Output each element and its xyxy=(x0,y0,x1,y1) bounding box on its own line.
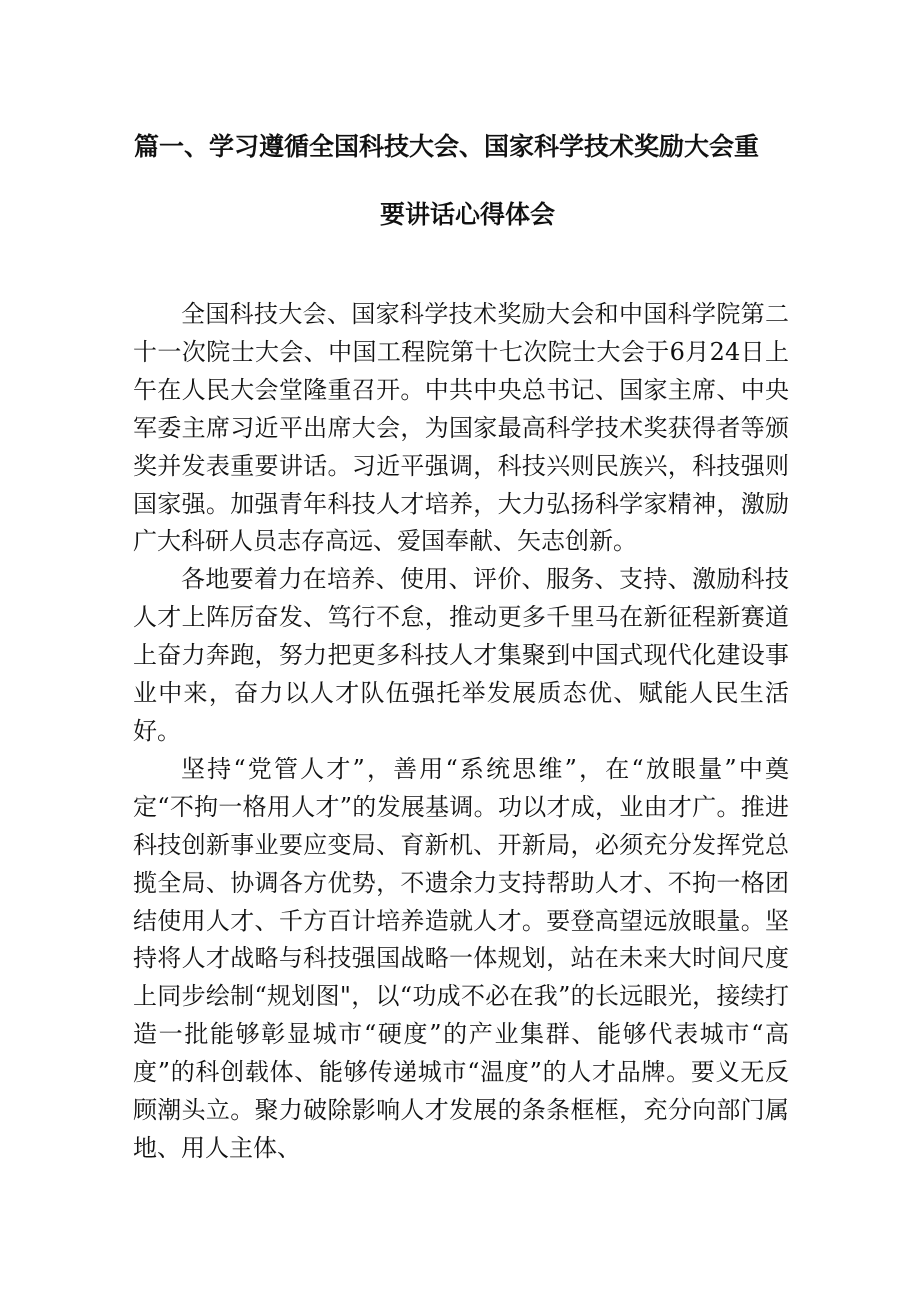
document-title-line-1: 篇一、学习遵循全国科技大会、国家科学技术奖励大会重 xyxy=(134,132,760,161)
document-body xyxy=(133,296,789,1168)
body-paragraph-1: 全国科技大会、国家科学技术奖励大会和中国科学院第二十一次院士大会、中国工程院第十七次院士大会于6月24日上午在人民大会堂隆重召开。中共中央总书记、国家主席、中央军委主席习近平出席大会，为国家最高科学技术奖获得者等颁奖并发表重要讲话。习近平强调，科技兴则民族兴，科技强则国家强。加强青年科技人才培养，大力弘扬科学家精神，激励广大科研人员志存高远、爱国奉献、矢志创新。 xyxy=(133,300,789,556)
document-title-line-2: 要讲话心得体会 xyxy=(380,200,556,229)
body-paragraph-2: 各地要着力在培养、使用、评价、服务、支持、激励科技人才上阵厉奋发、笃行不怠，推动更多千里马在新征程新赛道上奋力奔跑，努力把更多科技人才集聚到中国式现代化建设事业中来，奋力以人才队伍强托举发展质态优、赋能人民生活好。 xyxy=(133,565,789,745)
body-paragraph-3: 坚持“党管人才”，善用“系统思维”，在“放眼量”中奠定“不拘一格用人才”的发展基调。功以才成，业由才广。推进科技创新事业要应变局、育新机、开新局，必须充分发挥党总揽全局、协调各方优势，不遗余力支持帮助人才、不拘一格团结使用人才、千方百计培养造就人才。要登高望远放眼量。坚持将人才战略与科技强国战略一体规划，站在未来大时间尺度上同步绘制“规划图"，以“功成不必在我”的长远眼光，接续打造一批能够彰显城市“硬度”的产业集群、能够代表城市“高度”的科创载体、能够传递城市“温度”的人才品牌。要义无反顾潮头立。聚力破除影响人才发展的条条框框，充分向部门属地、用人主体、 xyxy=(133,754,789,1162)
